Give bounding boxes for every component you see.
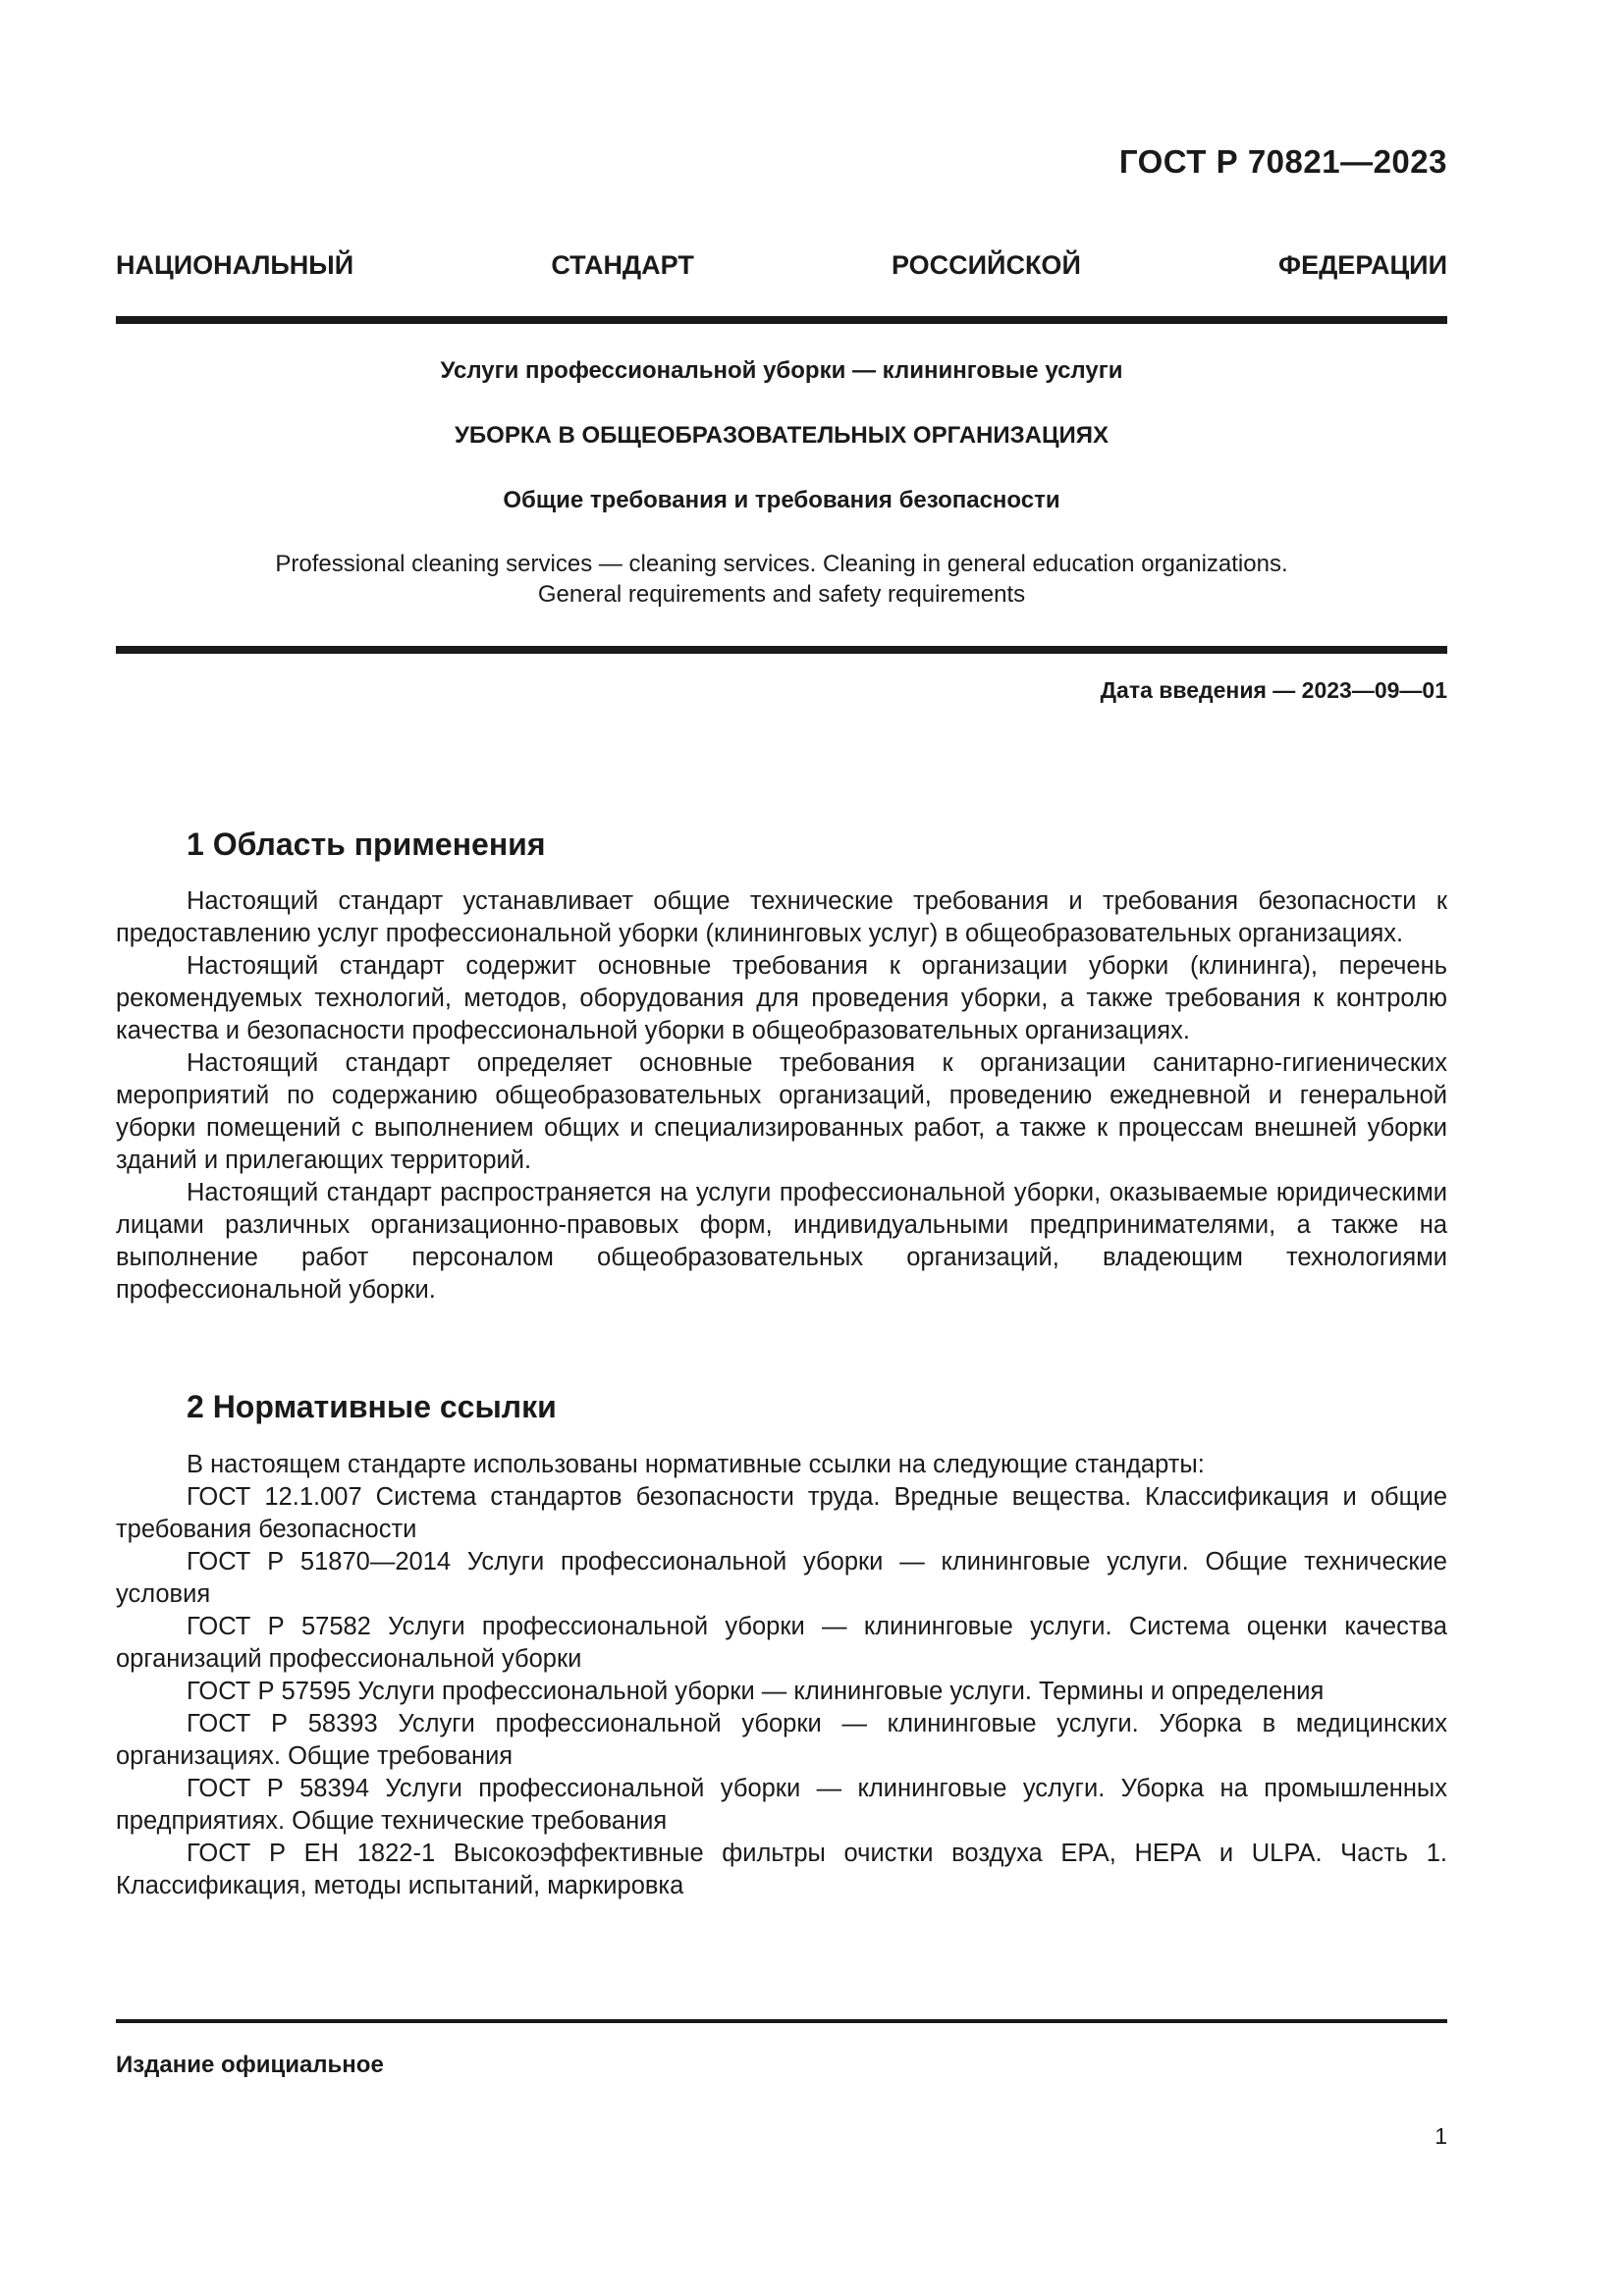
title-line-3: Общие требования и требования безопасности <box>503 487 1060 513</box>
national-standard-title: НАЦИОНАЛЬНЫЙ СТАНДАРТ РОССИЙСКОЙ ФЕДЕРАЦИИ <box>116 250 1447 280</box>
section-2-heading: 2 Нормативные ссылки <box>187 1389 557 1424</box>
reference-item: ГОСТ Р 57582 Услуги профессиональной уборки — клининговые услуги. Система оценки качества организаций профессиональной уборки <box>116 1613 1447 1673</box>
section-1-paragraph: Настоящий стандарт содержит основные требования к организации уборки (клининга), перечень рекомендуемых технологий, методов, оборудования для проведения уборки, а также требования к контролю качества и безопасности профессиональной уборки в общеобразовательных организациях. <box>116 952 1447 1044</box>
reference-item: ГОСТ Р ЕН 1822-1 Высокоэффективные фильтры очистки воздуха ЕРА, НЕРА и ULPA. Часть 1. Классификация, методы испытаний, маркировка <box>116 1840 1447 1899</box>
header-divider-bottom <box>116 646 1447 654</box>
reference-item: В настоящем стандарте использованы нормативные ссылки на следующие стандарты: <box>187 1451 1205 1478</box>
reference-item: ГОСТ Р 57595 Услуги профессиональной уборки — клининговые услуги. Термины и определения <box>187 1678 1325 1705</box>
title-line-1: Услуги профессиональной уборки — клининговые услуги <box>440 357 1123 384</box>
section-1-paragraph: Настоящий стандарт устанавливает общие технические требования и требования безопасности к предоставлению услуг профессиональной уборки (клининговых услуг) в общеобразовательных организациях. <box>116 887 1447 947</box>
reference-item: ГОСТ 12.1.007 Система стандартов безопасности труда. Вредные вещества. Классификация и общие требования безопасности <box>116 1483 1447 1543</box>
section-1-heading: 1 Область применения <box>187 827 546 862</box>
section-2-body <box>116 1449 1447 1902</box>
reference-item: ГОСТ Р 58393 Услуги профессиональной уборки — клининговые услуги. Уборка в медицинских организациях. Общие требования <box>116 1710 1447 1770</box>
reference-item: ГОСТ Р 51870—2014 Услуги профессиональной уборки — клининговые услуги. Общие технические условия <box>116 1548 1447 1608</box>
section-1-paragraph: Настоящий стандарт распространяется на услуги профессиональной уборки, оказываемые юридическими лицами различных организационно-правовых форм, индивидуальными предпринимателями, а также на выполнение работ персоналом общеобразовательных организаций, владеющим технологиями профессиональной уборки. <box>116 1179 1447 1304</box>
english-title-line-2: General requirements and safety requirements <box>537 581 1026 608</box>
page-number: 1 <box>1435 2123 1447 2149</box>
section-1-body <box>116 885 1447 1307</box>
edition-label: Издание официальное <box>116 2052 384 2078</box>
introduction-date: Дата введения — 2023—09—01 <box>1100 677 1447 703</box>
section-1-paragraph: Настоящий стандарт определяет основные требования к организации санитарно-гигиенических мероприятий по содержанию общеобразовательных организаций, проведению ежедневной и генеральной уборки помещений с выполнением общих и специализированных работ, а также к процессам внешней уборки зданий и прилегающих территорий. <box>116 1049 1447 1174</box>
document-number: ГОСТ Р 70821—2023 <box>1118 143 1447 180</box>
title-line-2: УБОРКА В ОБЩЕОБРАЗОВАТЕЛЬНЫХ ОРГАНИЗАЦИЯХ <box>454 422 1110 449</box>
english-title-line-1: Professional cleaning services — cleaning services. Cleaning in general education organizations. <box>275 551 1288 577</box>
footer-divider <box>116 2019 1447 2023</box>
header-divider-top <box>116 316 1447 324</box>
reference-item: ГОСТ Р 58394 Услуги профессиональной уборки — клининговые услуги. Уборка на промышленных предприятиях. Общие технические требования <box>116 1775 1447 1835</box>
